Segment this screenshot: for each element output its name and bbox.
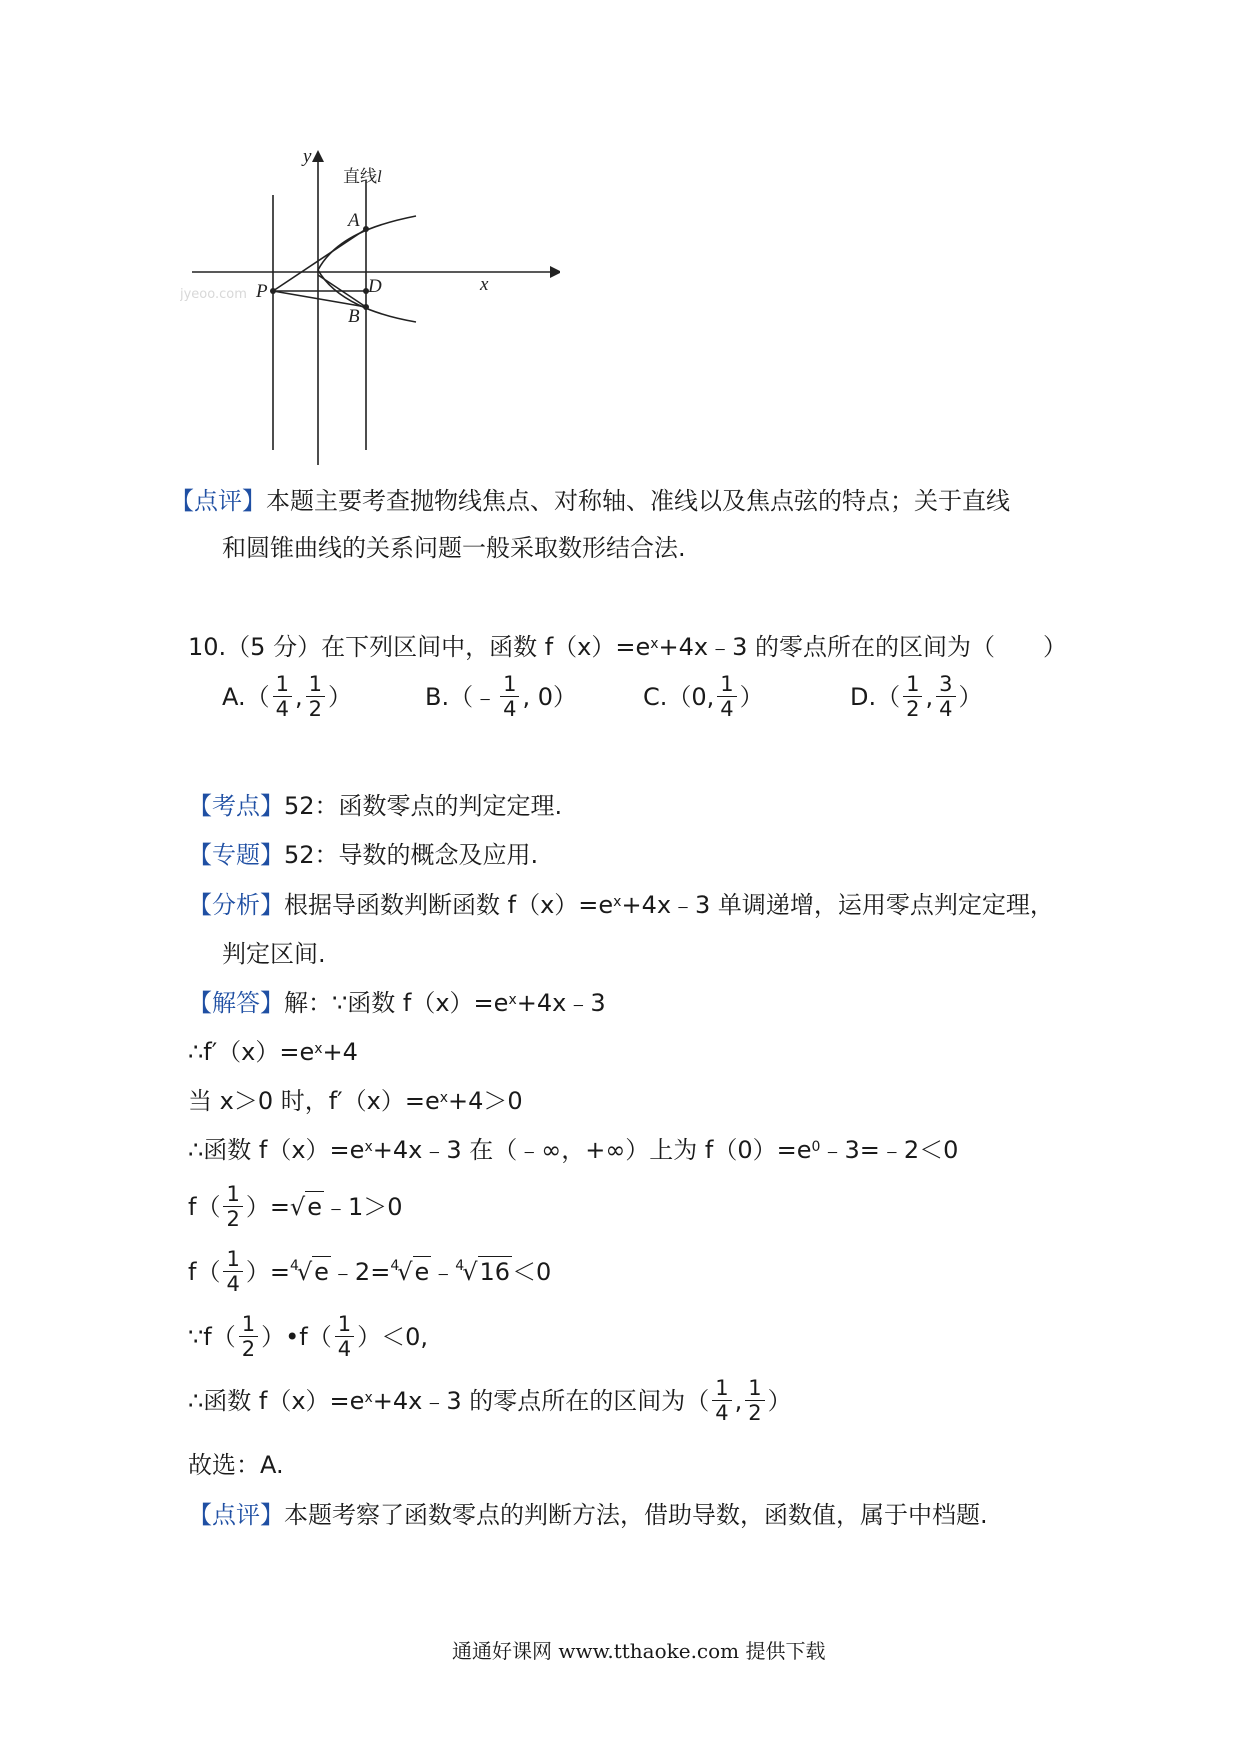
y-axis-arrow bbox=[312, 150, 324, 162]
y-axis-label: y bbox=[303, 150, 312, 167]
line-l-label: 直线l bbox=[343, 167, 382, 187]
point-a-label: A bbox=[348, 210, 360, 231]
jieda-line6: f（ $\frac{1}{4}$ ）= 4 √ e ﹣2= 4 √ e ﹣ 4 √ 16 ＜0 bbox=[188, 1247, 552, 1296]
review1-line2: 和圆锥曲线的关系问题一般采取数形结合法. bbox=[222, 534, 686, 562]
segment-pa bbox=[273, 229, 366, 291]
question-stem: 10.（5 分）在下列区间中，函数 $f(x)=e^x+4x﹣3$ 的零点所在的区间为（ ） bbox=[188, 633, 1068, 661]
jieda-line5: f（ $\frac{1}{2}$ ）=√ e ﹣1＞0 bbox=[188, 1182, 403, 1231]
point-d-label: D bbox=[368, 276, 382, 297]
jieda-line2: $\therefore f'(x)=e^x+4$ bbox=[188, 1038, 358, 1066]
point-p-dot bbox=[270, 288, 276, 294]
option-c[interactable]: C.（0, $\frac{1}{4}$ ） bbox=[643, 672, 764, 721]
zhuanti-line: 【专题】52：导数的概念及应用. bbox=[188, 841, 539, 869]
fenxi-line2: 判定区间. bbox=[222, 940, 326, 968]
jieda-line3: 当 x＞0 时，$f'(x)=e^x+4>0$ bbox=[188, 1087, 523, 1115]
review1-line1 bbox=[170, 486, 1010, 516]
review1-text1: 本题主要考查抛物线焦点、对称轴、准线以及焦点弦的特点；关于直线 bbox=[266, 487, 1010, 515]
review2-line: 【点评】本题考察了函数零点的判断方法，借助导数，函数值，属于中档题. bbox=[188, 1501, 988, 1529]
option-d[interactable]: D.（ $\frac{1}{2}$ , $\frac{3}{4}$ ） bbox=[850, 672, 983, 721]
point-b-label: B bbox=[348, 306, 360, 327]
fenxi-line1: 【分析】根据导函数判断函数 $f(x)=e^x+4x﹣3$ 单调递增，运用零点判定定理， bbox=[188, 891, 1054, 919]
page-footer: 通通好课网 www.tthaoke.com 提供下载 bbox=[452, 1639, 826, 1663]
kaodian-line: 【考点】52：函数零点的判定定理. bbox=[188, 792, 563, 820]
option-a[interactable]: A.（ $\frac{1}{4}$ , $\frac{1}{2}$ ） bbox=[222, 672, 353, 721]
x-axis-label: x bbox=[480, 274, 489, 295]
jieda-line4: ∴函数 $f(x)=e^x+4x﹣3$ 在（﹣∞，+∞）上为 $f(0)=e^0﹣3=﹣2<0$ bbox=[188, 1136, 959, 1164]
point-p-label: P bbox=[256, 281, 268, 302]
option-b[interactable]: B.（﹣ $\frac{1}{4}$ , 0） bbox=[425, 672, 577, 721]
segment-pb bbox=[273, 291, 366, 307]
review1-tag: 【点评】 bbox=[170, 487, 266, 515]
jieda-line1: 【解答】解：∵函数 $f(x)=e^x+4x﹣3$ bbox=[188, 989, 606, 1017]
jieda-line7: ∵f（ $\frac{1}{2}$ ）•f（ $\frac{1}{4}$ ）＜0, bbox=[188, 1312, 428, 1361]
jieda-line9: 故选：A. bbox=[188, 1451, 284, 1479]
point-b-dot bbox=[363, 304, 369, 310]
watermark: jyeoo.com bbox=[180, 287, 247, 302]
point-a-dot bbox=[363, 226, 369, 232]
x-axis-arrow bbox=[550, 266, 560, 278]
parabola-figure bbox=[180, 150, 560, 470]
jieda-line8: ∴函数 f（x）=e x +4x﹣3 的零点所在的区间为（ $\frac{1}{4}$ , $\frac{1}{2}$ ） bbox=[188, 1376, 792, 1425]
